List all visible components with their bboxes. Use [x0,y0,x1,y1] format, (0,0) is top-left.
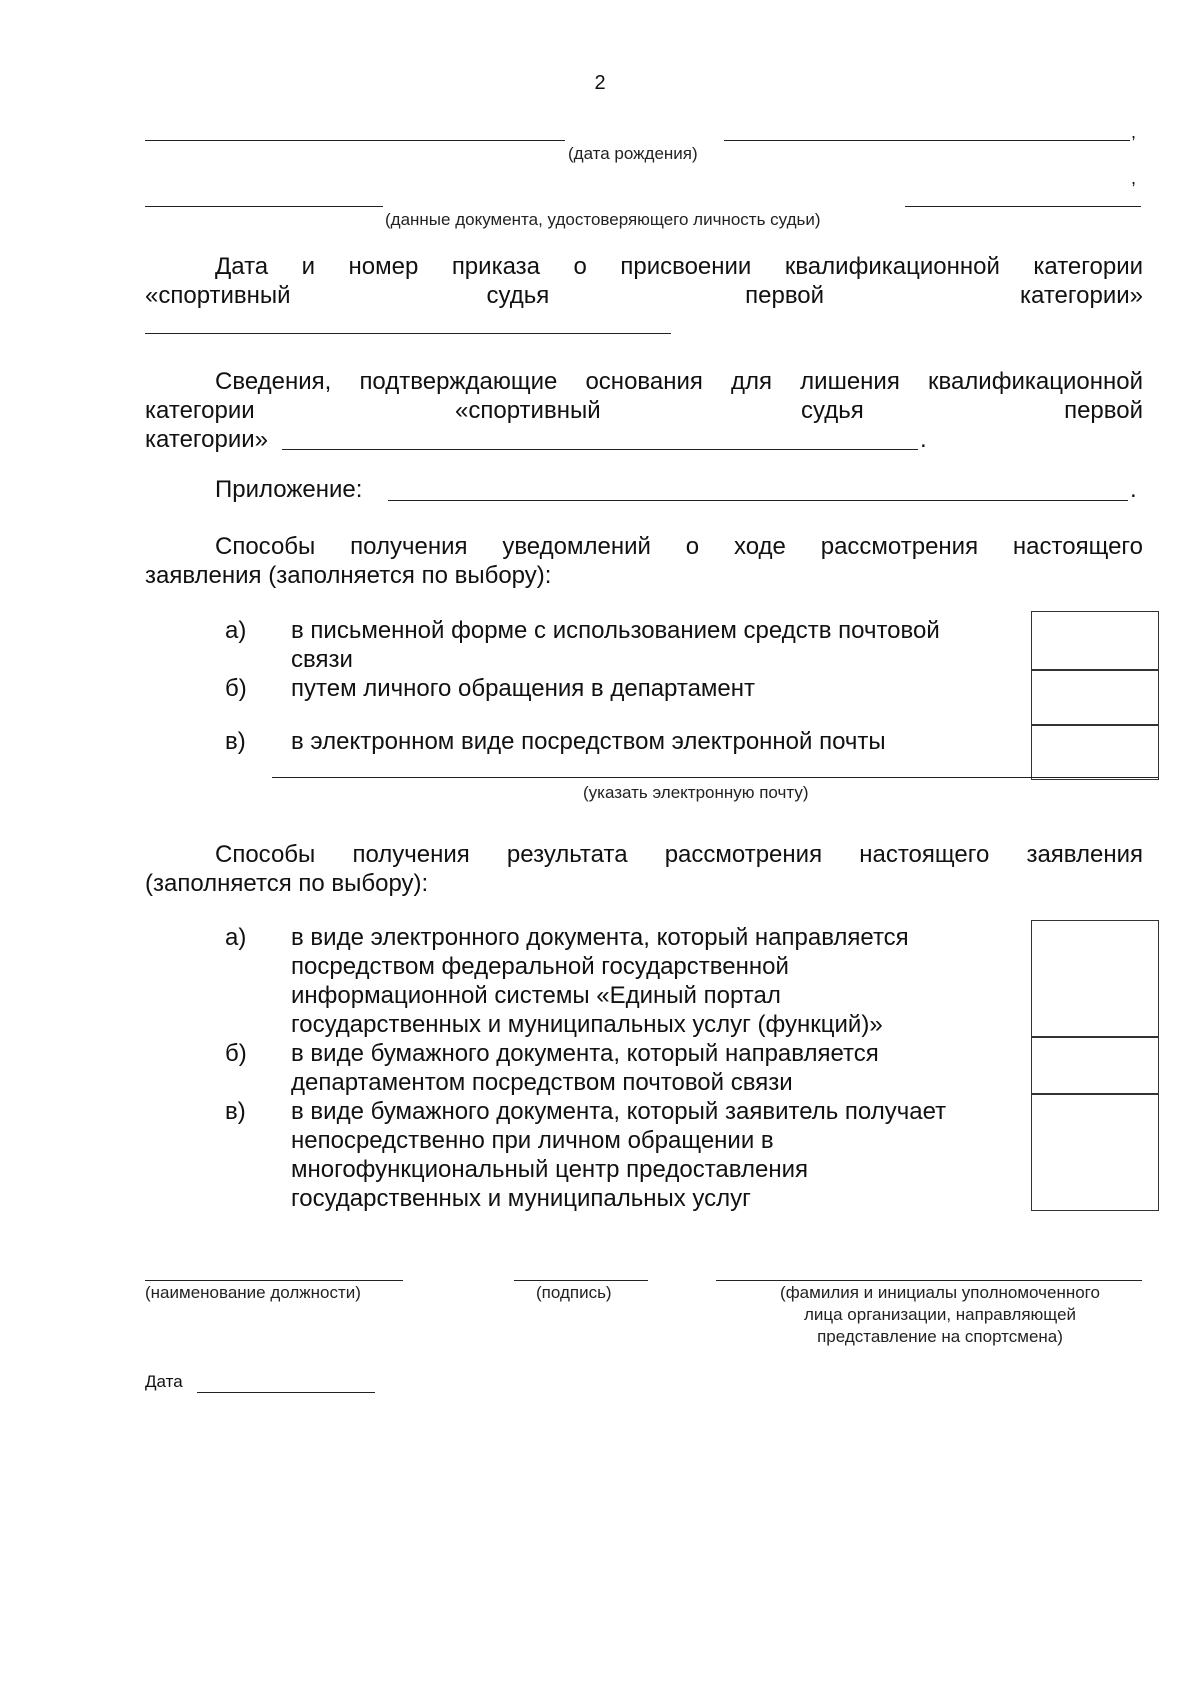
representative-name-caption [700,1282,1180,1348]
birth-comma: , [1131,122,1137,142]
caption-line: (фамилия и инициалы уполномоченного [780,1283,1100,1302]
signature-caption: (подпись) [536,1283,612,1302]
page-number: 2 [594,72,606,94]
result-option-a [225,923,1025,1039]
results-intro-line-2: (заполняется по выбору): [145,870,429,897]
option-text-line: в электронном виде посредством электронной почты [291,728,886,755]
order-line-1: Дата и номер приказа о присвоении квалификационной категории [215,253,1143,280]
option-text-line: в виде электронного документа, который направляется [291,924,909,951]
name-fill-line[interactable] [145,140,565,141]
option-text-line: государственных и муниципальных услуг [291,1185,751,1212]
caption-line: представление на спортсмена) [817,1327,1063,1346]
option-marker: а) [225,924,247,951]
document-comma: , [1131,168,1137,188]
option-text-line: в письменной форме с использованием средств почтовой [291,617,940,644]
option-text-line: путем личного обращения в департамент [291,675,756,702]
result-checkbox-c[interactable] [1031,1093,1159,1211]
notification-checkbox-c[interactable] [1031,724,1159,780]
result-option-c [225,1097,1025,1213]
grounds-fill-line[interactable] [282,449,918,450]
option-marker: б) [225,1040,247,1067]
option-marker: в) [225,728,246,755]
option-marker: а) [225,617,247,644]
order-fill-line[interactable] [145,333,671,334]
notifications-intro-line-1: Способы получения уведомлений о ходе рассмотрения настоящего [215,533,1143,560]
notification-option-a [225,616,1025,674]
result-checkbox-b[interactable] [1031,1036,1159,1095]
caption-line: лица организации, направляющей [803,1305,1077,1324]
grounds-end-period: . [920,426,927,453]
document-caption: (данные документа, удостоверяющего личность судьи) [385,210,821,229]
option-marker: в) [225,1098,246,1125]
option-text-line: непосредственно при личном обращении в [291,1127,774,1154]
document-left-fill-line[interactable] [145,206,383,207]
option-text-line: государственных и муниципальных услуг (функций)» [291,1011,883,1038]
email-caption: (указать электронную почту) [583,783,809,802]
notification-checkbox-b[interactable] [1031,669,1159,726]
birth-right-fill-line[interactable] [724,140,1130,141]
representative-name-fill-line[interactable] [716,1280,1142,1281]
notifications-intro-line-2: заявления (заполняется по выбору): [145,562,552,589]
document-right-fill-line[interactable] [905,206,1141,207]
position-caption: (наименование должности) [145,1283,361,1302]
birth-date-caption: (дата рождения) [568,144,698,163]
position-fill-line[interactable] [145,1280,403,1281]
option-text-line: посредством федеральной государственной [291,953,789,980]
option-text-line: департаментом посредством почтовой связи [291,1069,793,1096]
notification-option-b [225,674,1025,704]
date-fill-line[interactable] [197,1392,375,1393]
notification-checkbox-a[interactable] [1031,611,1159,671]
date-label: Дата [145,1372,183,1391]
notification-option-c [225,727,1025,757]
order-line-2: «спортивный судья первой категории» [145,282,1143,309]
grounds-line-3: категории» [145,426,268,453]
option-text-line: многофункциональный центр предоставления [291,1156,808,1183]
grounds-line-2: категории «спортивный судья первой [145,397,1143,424]
email-fill-line[interactable] [272,777,1158,778]
option-marker: б) [225,675,247,702]
grounds-line-1: Сведения, подтверждающие основания для лишения квалификационной [215,368,1143,395]
signature-fill-line[interactable] [514,1280,648,1281]
option-text-line: информационной системы «Единый портал [291,982,781,1009]
results-intro-line-1: Способы получения результата рассмотрения настоящего заявления [215,841,1143,868]
option-text-line: в виде бумажного документа, который заявитель получает [291,1098,947,1125]
result-option-b [225,1039,1025,1097]
appendix-end-period: . [1130,476,1137,503]
appendix-fill-line[interactable] [388,500,1128,501]
option-text-line: связи [291,646,353,673]
result-checkbox-a[interactable] [1031,920,1159,1038]
appendix-label: Приложение: [215,476,363,503]
option-text-line: в виде бумажного документа, который направляется [291,1040,879,1067]
